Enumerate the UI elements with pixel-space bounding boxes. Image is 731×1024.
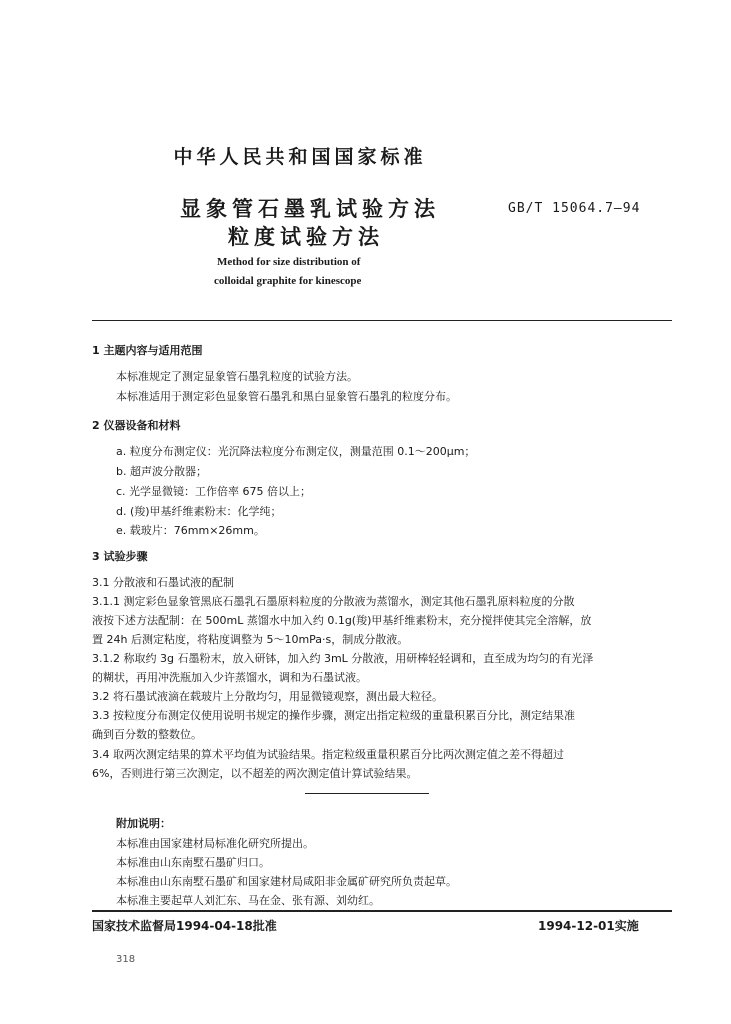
notes-line: 本标准由山东南墅石墨矿归口。 — [116, 856, 270, 869]
clause-3-4-line1: 3.4 取两次测定结果的算术平均值为试验结果。指定粒级重量积累百分比两次测定值之差不得超过 — [92, 748, 564, 761]
section-1-para-2: 本标准适用于测定彩色显象管石墨乳和黑白显象管石墨乳的粒度分布。 — [116, 390, 457, 403]
list-item: b. 超声波分散器； — [116, 465, 207, 478]
approval-date: 国家技术监督局1994-04-18批准 — [92, 919, 277, 933]
clause-3-4-line2: 6%，否则进行第三次测定，以不超差的两次测定值计算试验结果。 — [92, 767, 418, 780]
section-2-title: 2 仪器设备和材料 — [92, 419, 181, 432]
english-title-line1: Method for size distribution of — [217, 256, 361, 268]
notes-line: 本标准由山东南墅石墨矿和国家建材局咸阳非金属矿研究所负责起草。 — [116, 875, 457, 888]
document-title-line2: 粒度试验方法 — [228, 225, 384, 249]
footer-rule — [92, 910, 672, 912]
notes-title: 附加说明： — [116, 817, 171, 830]
clause-3-1-1-line1: 3.1.1 测定彩色显象管黑底石墨乳石墨原料粒度的分散液为蒸馏水，测定其他石墨乳原料粒度的分散 — [92, 595, 575, 608]
clause-3-1-2-line1: 3.1.2 称取约 3g 石墨粉末，放入研钵，加入约 3mL 分散液，用研棒轻轻调和，直至成为均匀的有光泽 — [92, 652, 594, 665]
clause-3-1-1-line2: 液按下述方法配制：在 500mL 蒸馏水中加入约 0.1g(羧)甲基纤维素粉末，充分搅拌使其完全溶解，放 — [92, 614, 592, 627]
english-title-line2: colloidal graphite for kinescope — [214, 275, 362, 287]
end-separator — [305, 793, 429, 794]
standard-header-title: 中华人民共和国国家标准 — [173, 146, 427, 168]
list-item: c. 光学显微镜：工作倍率 675 倍以上； — [116, 485, 312, 498]
clause-3-2: 3.2 将石墨试液滴在载玻片上分散均匀，用显微镜观察，测出最大粒径。 — [92, 690, 443, 703]
clause-3-3-line2: 确到百分数的整数位。 — [92, 728, 202, 741]
notes-line: 本标准由国家建材局标准化研究所提出。 — [116, 837, 314, 850]
section-1-para-1: 本标准规定了测定显象管石墨乳粒度的试验方法。 — [116, 370, 358, 383]
notes-line: 本标准主要起草人刘汇东、马在金、张有源、刘幼红。 — [116, 894, 380, 907]
clause-3-1: 3.1 分散液和石墨试液的配制 — [92, 576, 234, 589]
header-rule — [92, 320, 672, 321]
clause-3-3-line1: 3.3 按粒度分布测定仪使用说明书规定的操作步骤，测定出指定粒级的重量积累百分比，测定结果准 — [92, 709, 575, 722]
page-number: 318 — [116, 954, 136, 965]
clause-3-1-2-line2: 的糊状，再用冲洗瓶加入少许蒸馏水，调和为石墨试液。 — [92, 671, 367, 684]
document-title-line1: 显象管石墨乳试验方法 — [180, 197, 440, 221]
clause-3-1-1-line3: 置 24h 后测定粘度，将粘度调整为 5～10mPa·s，制成分散液。 — [92, 633, 409, 646]
list-item: d. (羧)甲基纤维素粉末：化学纯； — [116, 505, 282, 518]
implementation-date: 1994-12-01实施 — [538, 919, 639, 933]
section-3-title: 3 试验步骤 — [92, 550, 148, 563]
standard-code: GB/T 15064.7—94 — [508, 201, 641, 216]
list-item: a. 粒度分布测定仪：光沉降法粒度分布测定仪，测量范围 0.1～200μm； — [116, 445, 476, 458]
section-1-title: 1 主题内容与适用范围 — [92, 344, 203, 357]
list-item: e. 载玻片：76mm×26mm。 — [116, 524, 265, 537]
